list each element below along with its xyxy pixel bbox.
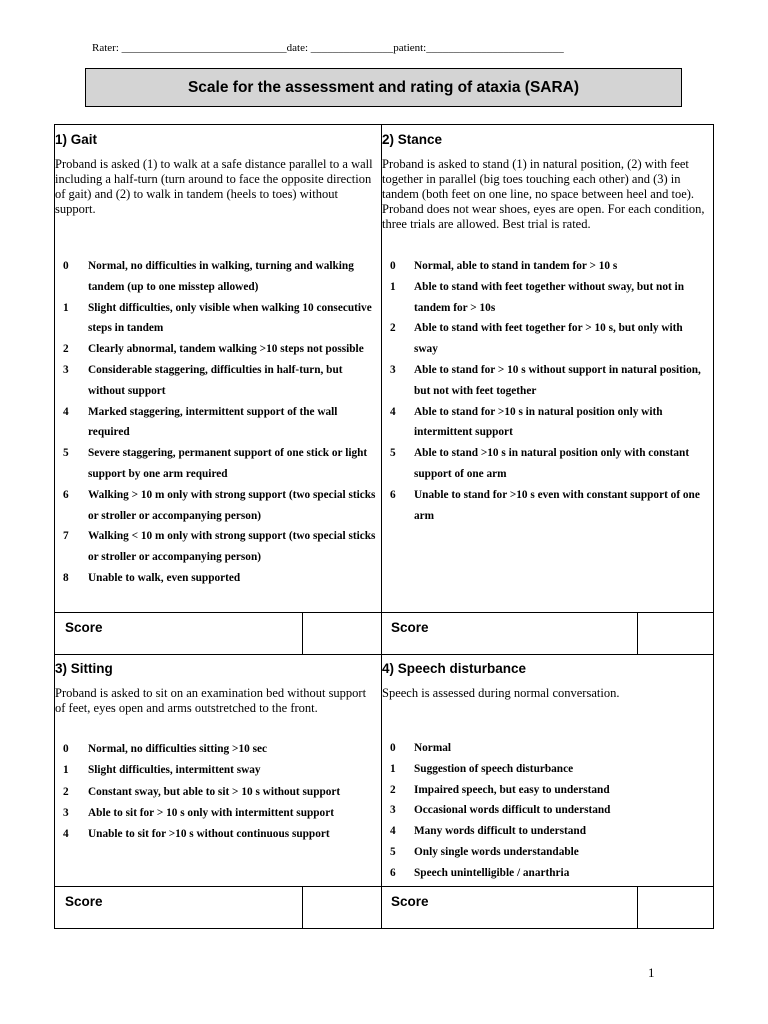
item-number: 4 [390, 825, 396, 838]
stance-items [390, 256, 708, 526]
list-item [390, 443, 708, 485]
item-number: 6 [63, 488, 69, 501]
item-number: 0 [390, 260, 396, 272]
item-number: 5 [63, 447, 69, 460]
item-text: Able to stand for > 10 s without support in natural position, but not with feet together [414, 363, 701, 397]
item-text: Slight difficulties, intermittent sway [88, 764, 261, 777]
item-text: Normal [414, 742, 452, 754]
list-item [390, 402, 708, 444]
assessment-grid [54, 124, 714, 929]
list-item [63, 782, 381, 803]
list-item [390, 780, 708, 801]
score-box-divider-2 [637, 612, 638, 654]
item-number: 1 [63, 301, 69, 314]
item-text: Speech unintelligible / anarthria [414, 866, 570, 879]
gait-description: Proband is asked (1) to walk at a safe distance parallel to a wall including a half-turn (turn around to face the opposite direction of gait) and (2) to walk in tandem (heels to toes) without support. [55, 157, 373, 216]
score-row-top-2 [55, 886, 713, 887]
item-number: 6 [390, 866, 396, 879]
list-item [63, 360, 379, 402]
item-text: Able to stand >10 s in natural position only with constant support of one arm [414, 447, 690, 480]
item-number: 3 [390, 363, 396, 376]
item-text: Many words difficult to understand [414, 825, 586, 838]
list-item [63, 485, 379, 527]
item-number: 2 [390, 322, 396, 335]
page-number: 1 [648, 965, 655, 980]
title-box [85, 68, 682, 107]
item-number: 4 [63, 828, 69, 841]
item-text: Marked staggering, intermittent support of the wall required [88, 405, 338, 439]
item-number: 5 [390, 447, 396, 460]
score-box-divider-1 [302, 612, 303, 654]
item-number: 1 [390, 762, 396, 775]
sitting-items [63, 739, 381, 845]
list-item [390, 863, 708, 884]
item-number: 8 [63, 571, 69, 584]
item-text: Clearly abnormal, tandem walking >10 steps not possible [88, 343, 364, 356]
list-item [390, 318, 708, 360]
list-item [63, 443, 379, 485]
item-number: 0 [63, 260, 69, 272]
sitting-title: 3) Sitting [55, 661, 113, 676]
list-item [390, 738, 708, 759]
list-item [63, 803, 381, 824]
list-item [390, 485, 708, 527]
list-item [63, 824, 381, 845]
list-item [63, 339, 379, 360]
item-text: Normal, no difficulties sitting >10 sec [88, 743, 268, 755]
item-number: 1 [63, 764, 69, 777]
list-item [63, 760, 381, 781]
item-text: Slight difficulties, only visible when walking 10 consecutive steps in tandem [88, 301, 372, 335]
score-row-top-1 [55, 612, 713, 613]
list-item [390, 759, 708, 780]
item-number: 3 [390, 804, 396, 817]
item-text: Unable to walk, even supported [88, 571, 241, 584]
item-text: Severe staggering, permanent support of one stick or light support by one arm required [88, 447, 368, 480]
score-row-bottom-1 [55, 654, 713, 655]
item-number: 2 [63, 343, 69, 356]
item-number: 2 [390, 783, 396, 796]
item-text: Considerable staggering, difficulties in half-turn, but without support [88, 363, 343, 397]
speech-score-label: Score [391, 894, 429, 909]
item-number: 0 [390, 742, 396, 754]
stance-score-label: Score [391, 620, 429, 635]
item-text: Able to stand with feet together without sway, but not in tandem for > 10s [414, 280, 684, 314]
list-item [63, 526, 379, 568]
item-number: 5 [390, 845, 396, 858]
page-title: Scale for the assessment and rating of ataxia (SARA) [187, 78, 580, 96]
gait-items [63, 256, 379, 589]
item-number: 6 [390, 488, 396, 501]
list-item [63, 739, 381, 760]
item-text: Unable to stand for >10 s even with constant support of one arm [414, 488, 700, 522]
list-item [390, 360, 708, 402]
item-text: Only single words understandable [414, 845, 579, 858]
list-item [390, 821, 708, 842]
item-number: 1 [390, 280, 396, 293]
list-item [63, 298, 379, 340]
speech-title: 4) Speech disturbance [382, 661, 527, 676]
item-text: Able to stand with feet together for > 10 s, but only with sway [414, 322, 683, 356]
stance-title: 2) Stance [382, 132, 443, 147]
sitting-score-label: Score [65, 894, 103, 909]
item-number: 0 [63, 743, 69, 755]
item-text: Unable to sit for >10 s without continuous support [88, 828, 330, 841]
item-number: 4 [390, 405, 396, 418]
item-text: Constant sway, but able to sit > 10 s without support [88, 785, 341, 798]
list-item [63, 402, 379, 444]
item-text: Impaired speech, but easy to understand [414, 783, 610, 796]
speech-description: Speech is assessed during normal conversation. [382, 686, 620, 700]
item-text: Normal, able to stand in tandem for > 10 s [414, 260, 618, 272]
item-text: Able to stand for >10 s in natural position only with intermittent support [414, 405, 663, 439]
score-box-divider-4 [637, 886, 638, 928]
list-item [390, 800, 708, 821]
item-text: Suggestion of speech disturbance [414, 762, 574, 775]
gait-title: 1) Gait [55, 132, 98, 147]
item-text: Walking > 10 m only with strong support (two special sticks or stroller or accompanying person) [88, 488, 376, 522]
item-text: Occasional words difficult to understand [414, 804, 611, 817]
sitting-description: Proband is asked to sit on an examination bed without support of feet, eyes open and arms outstretched to the front. [55, 686, 367, 715]
gait-score-label: Score [65, 620, 103, 635]
list-item [63, 256, 379, 298]
list-item [63, 568, 379, 589]
item-number: 4 [63, 405, 69, 418]
stance-description: Proband is asked to stand (1) in natural position, (2) with feet together in parallel (big toes touching each other) and (3) in tandem (both feet on one line, no space between heel and toe). Proband does not wear shoes, eyes are open. For each condition, three trials are allowed. Best trial is rated. [382, 157, 705, 231]
list-item [390, 842, 708, 863]
item-number: 3 [63, 363, 69, 376]
item-text: Normal, no difficulties in walking, turning and walking tandem (up to one misstep allowed) [88, 260, 354, 293]
list-item [390, 277, 708, 319]
item-text: Walking < 10 m only with strong support (two special sticks or stroller or accompanying person) [88, 530, 376, 564]
score-box-divider-3 [302, 886, 303, 928]
item-text: Able to sit for > 10 s only with intermittent support [88, 806, 334, 819]
list-item [390, 256, 708, 277]
item-number: 2 [63, 785, 69, 798]
item-number: 3 [63, 806, 69, 819]
speech-items [390, 738, 708, 884]
center-divider [381, 125, 382, 928]
rater-date-patient-line: Rater: ______________________________date: _______________patient:_________________________ [92, 42, 564, 54]
item-number: 7 [63, 530, 69, 543]
